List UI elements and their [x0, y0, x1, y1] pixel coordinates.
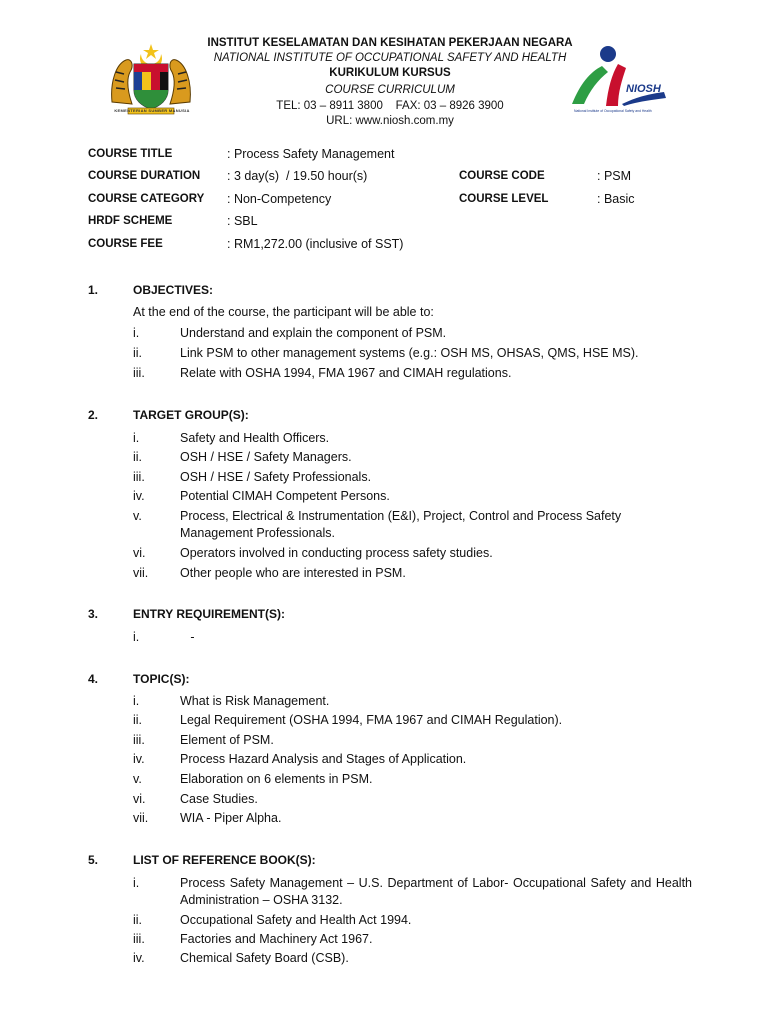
section-number: 4.: [88, 672, 99, 686]
section-title: TARGET GROUP(S):: [133, 408, 249, 422]
course-duration-value: : 3 day(s) / 19.50 hour(s): [227, 169, 368, 183]
header-contact: TEL: 03 – 8911 3800 FAX: 03 – 8926 3900: [276, 100, 504, 112]
hrdf-scheme-label: HRDF SCHEME: [88, 215, 173, 227]
header-line-2: NATIONAL INSTITUTE OF OCCUPATIONAL SAFETY AND HEALTH: [213, 52, 567, 64]
section-title: OBJECTIVES:: [133, 283, 214, 297]
course-title-value: : Process Safety Management: [227, 147, 395, 161]
niosh-logo: [568, 44, 680, 114]
header-line-3: KURIKULUM KURSUS: [329, 67, 451, 79]
section-number: 3.: [88, 607, 99, 621]
section-title: ENTRY REQUIREMENT(S):: [133, 607, 286, 621]
ministry-crest-caption: KEMENTERIAN SUMBER MANUSIA: [114, 108, 190, 113]
course-code-value: : PSM: [597, 169, 632, 183]
course-fee-label: COURSE FEE: [88, 238, 163, 250]
section-number: 2.: [88, 408, 99, 422]
header-url: URL: www.niosh.com.my: [326, 115, 454, 127]
section-title: LIST OF REFERENCE BOOK(S):: [133, 853, 316, 867]
niosh-logo-text: NIOSH: [626, 83, 661, 95]
course-category-value: : Non-Competency: [227, 192, 332, 206]
course-fee-value: : RM1,272.00 (inclusive of SST): [227, 237, 404, 251]
course-title-label: COURSE TITLE: [88, 148, 173, 160]
section-number: 1.: [88, 283, 99, 297]
section-title: TOPIC(S):: [133, 672, 190, 686]
course-level-label: COURSE LEVEL: [459, 193, 549, 205]
section-number: 5.: [88, 853, 99, 867]
course-duration-label: COURSE DURATION: [88, 170, 201, 182]
hrdf-scheme-value: : SBL: [227, 214, 258, 228]
ministry-crest-logo: [108, 42, 194, 116]
niosh-logo-subtext: National Institute of Occupational Safety and Health: [574, 109, 652, 113]
course-category-label: COURSE CATEGORY: [88, 193, 205, 205]
header-line-4: COURSE CURRICULUM: [325, 84, 455, 96]
header-line-1: INSTITUT KESELAMATAN DAN KESIHATAN PEKERJAAN NEGARA: [207, 37, 573, 49]
objectives-intro: At the end of the course, the participant will be able to:: [133, 305, 434, 319]
course-level-value: : Basic: [597, 192, 635, 206]
course-code-label: COURSE CODE: [459, 170, 545, 182]
